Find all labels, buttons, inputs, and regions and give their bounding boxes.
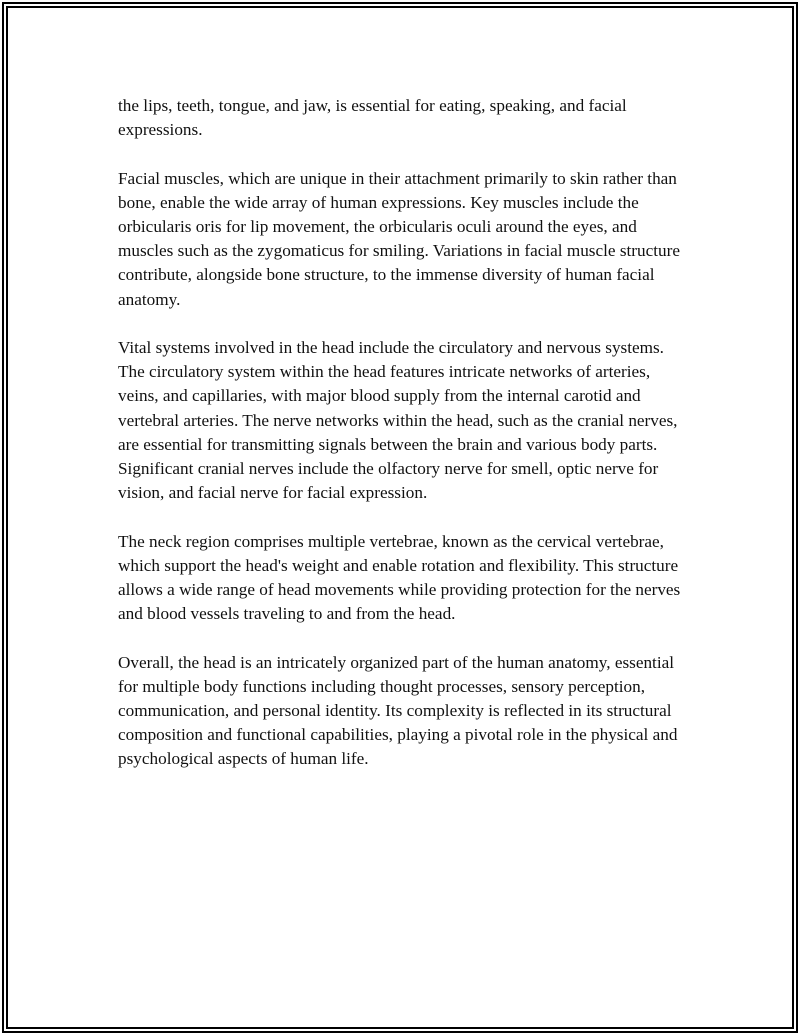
paragraph-facial-muscles: Facial muscles, which are unique in their attachment primarily to skin rather than bone, enable the wide array of human expressions. Key muscles include the orbicularis oris for lip movement, the orbicularis oculi around the eyes, and muscles such as the zygomaticus for smiling. Variations in facial muscle structure contribute, alongside bone structure, to the immense diversity of human facial anatomy. <box>118 168 680 309</box>
paragraph-vital-systems: Vital systems involved in the head include the circulatory and nervous systems. The circulatory system within the head features intricate networks of arteries, veins, and capillaries, with major blood supply from the internal carotid and vertebral arteries. The nerve networks within the head, such as the cranial nerves, are essential for transmitting signals between the brain and various body parts. Significant cranial nerves include the olfactory nerve for smell, optic nerve for vision, and facial nerve for facial expression. <box>118 338 678 503</box>
paragraph-overall: Overall, the head is an intricately organized part of the human anatomy, essential for multiple body functions including thought processes, sensory perception, communication, and personal identity. Its complexity is reflected in its structural composition and functional capabilities, playing a pivotal role in the physical and psychological aspects of human life. <box>118 652 678 769</box>
paragraph-lips-teeth: the lips, teeth, tongue, and jaw, is essential for eating, speaking, and facial expressions. <box>118 96 627 140</box>
document-body <box>118 94 690 796</box>
paragraph-neck-region: The neck region comprises multiple vertebrae, known as the cervical vertebrae, which support the head's weight and enable rotation and flexibility. This structure allows a wide range of head movements while providing protection for the nerves and blood vessels traveling to and from the head. <box>118 531 681 624</box>
